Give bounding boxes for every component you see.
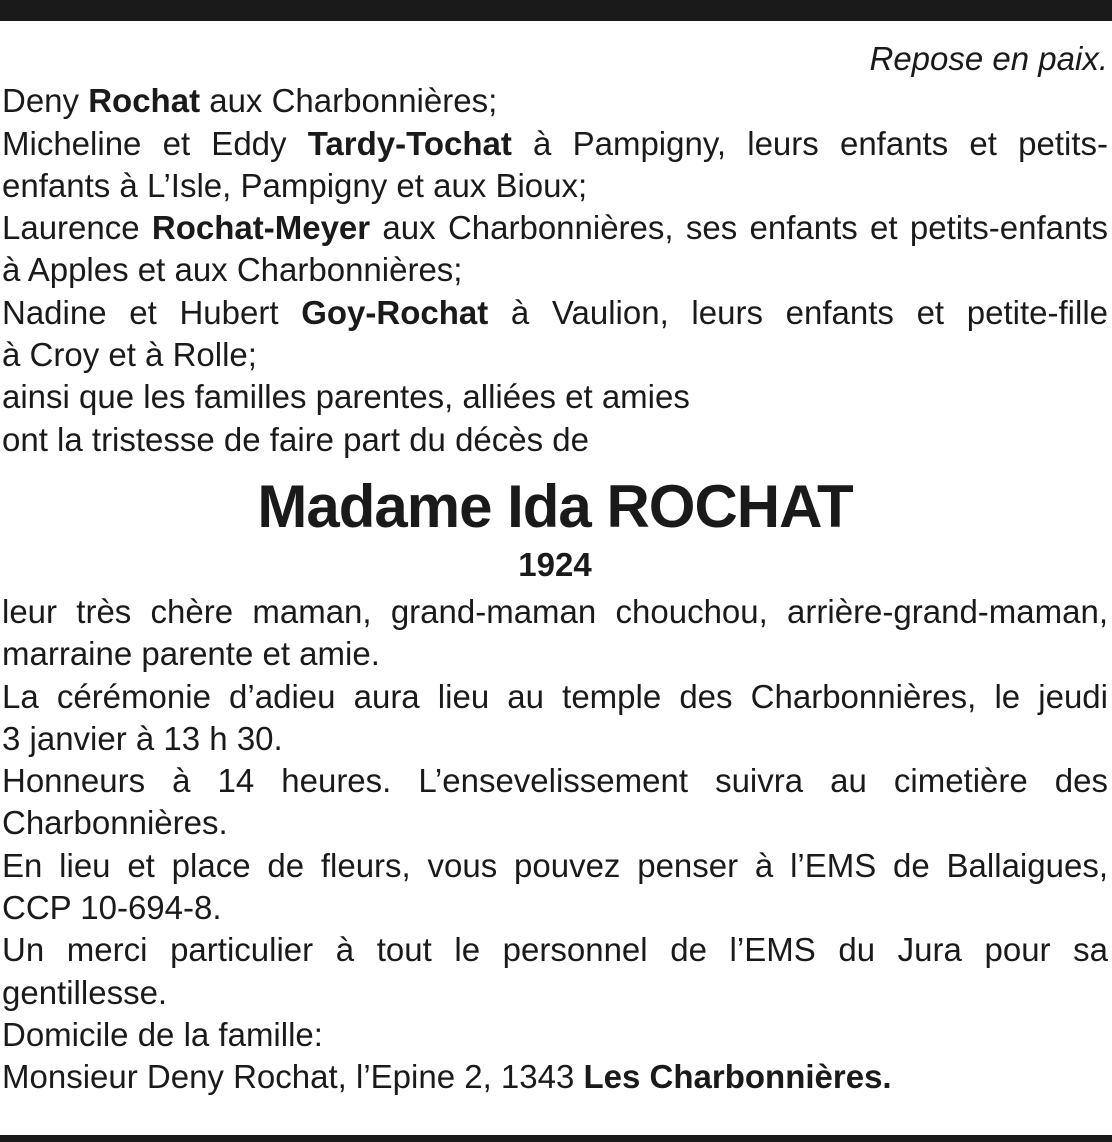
paragraph-line: La cérémonie d’adieu aura lieu au temple des Charbonnières, le jeudi [2,677,1108,715]
family-name: Tardy-Tochat [307,124,512,162]
intro-line: ont la tristesse de faire part du décès de [2,420,590,458]
paragraph-line: En lieu et place de fleurs, vous pouvez penser à l’EMS de Ballaigues, [2,846,1108,884]
family-entry-continued: à Croy et à Rolle; [2,336,257,374]
family-name: Rochat-Meyer [151,209,371,247]
paragraph-line: marraine parente et amie. [2,635,380,673]
family-text: Laurence [2,209,152,247]
family-entry [2,292,1108,334]
family-entry-continued: à Apples et aux Charbonnières; [2,251,463,289]
family-text: à Vaulion, leurs enfants et petite-fille [488,293,1109,331]
family-name: Rochat [88,82,201,120]
address-place: Les Charbonnières. [583,1058,892,1096]
epigraph: Repose en paix. [869,40,1108,77]
top-border-rule [0,0,1112,21]
family-text: Micheline et Eddy [2,124,308,162]
death-notice [2,38,1108,1099]
paragraph-line: 3 janvier à 13 h 30. [2,719,283,757]
paragraph-line: CCP 10-694-8. [2,889,222,927]
address-text: Monsieur Deny Rochat, l’Epine 2, 1343 [2,1058,584,1096]
family-name: Goy-Rochat [301,293,489,331]
family-text: Deny [2,82,89,120]
paragraph-line: Un merci particulier à tout le personnel de l’EMS du Jura pour sa [2,931,1108,969]
family-entry [2,207,1108,249]
bottom-border-rule [0,1135,1112,1142]
domicile-address [2,1056,1108,1098]
paragraph-line: Charbonnières. [2,804,228,842]
paragraph-line: gentillesse. [2,973,168,1011]
family-entry [2,123,1108,165]
domicile-label: Domicile de la famille: [2,1015,323,1053]
birth-year: 1924 [518,545,592,583]
family-entry-continued: enfants à L’Isle, Pampigny et aux Bioux; [2,166,588,204]
family-entry [2,80,1108,122]
family-text: Nadine et Hubert [2,293,302,331]
paragraph-line: Honneurs à 14 heures. L’ensevelissement suivra au cimetière des [2,762,1108,800]
intro-line: ainsi que les familles parentes, alliées et amies [2,378,690,416]
paragraph-line: leur très chère maman, grand-maman chouchou, arrière-grand-maman, [2,592,1108,630]
family-text: aux Charbonnières, ses enfants et petits-enfants [370,209,1108,247]
family-text: à Pampigny, leurs enfants et petits- [511,124,1108,162]
family-text: aux Charbonnières; [200,82,498,120]
deceased-name: Madame Ida ROCHAT [257,472,853,540]
